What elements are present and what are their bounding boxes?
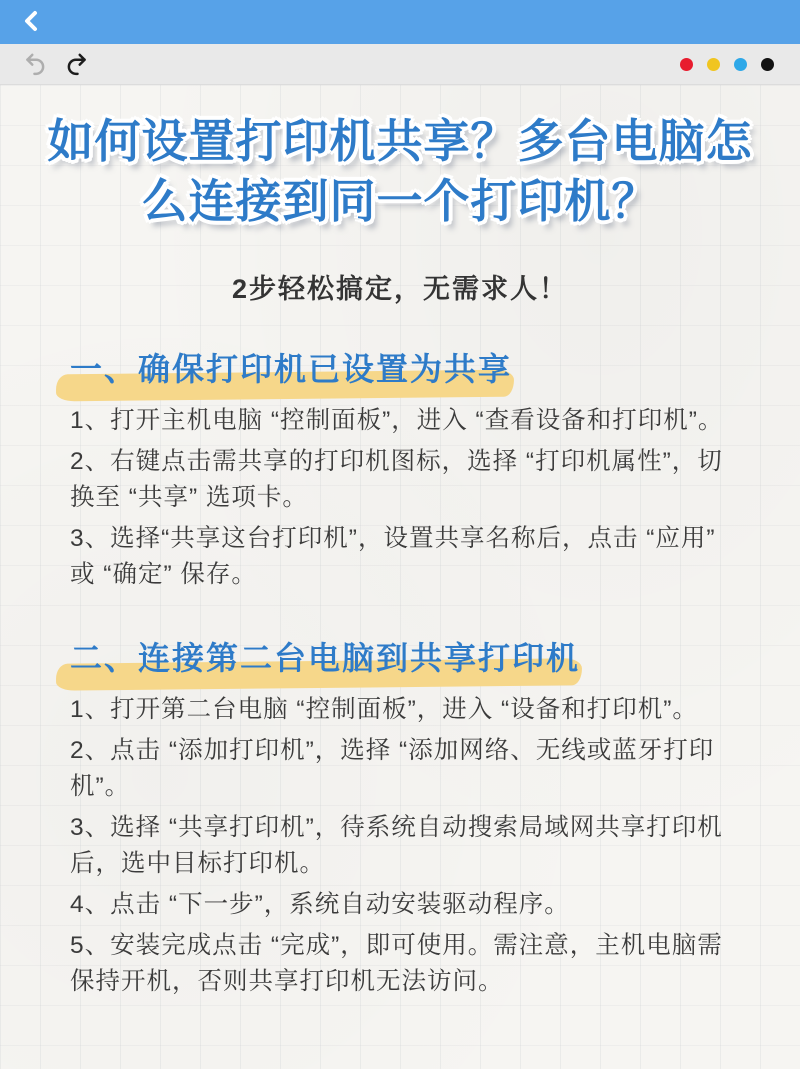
title-line-2: 么连接到同一个打印机？ — [141, 175, 659, 227]
step-item: 2、右键点击需共享的打印机图标，选择 “打印机属性”，切换至 “共享” 选项卡。 — [70, 448, 723, 511]
step-item: 3、选择 “共享打印机”，待系统自动搜索局域网共享打印机后，选中目标打印机。 — [70, 814, 723, 877]
color-dot-group — [680, 58, 774, 71]
section-2 — [70, 637, 730, 1000]
back-button[interactable] — [14, 4, 50, 40]
page-title — [36, 111, 764, 231]
undo-button[interactable] — [18, 47, 52, 81]
section-2-heading — [70, 637, 580, 679]
section-1 — [70, 348, 730, 593]
section-2-steps — [70, 692, 730, 1000]
color-dot-red[interactable] — [680, 58, 693, 71]
subtitle: 2步轻松搞定，无需求人！ — [231, 274, 568, 304]
step-item: 3、选择“共享这台打印机”，设置共享名称后，点击 “应用” 或 “确定” 保存。 — [70, 525, 716, 588]
redo-button[interactable] — [60, 47, 94, 81]
undo-icon — [22, 50, 48, 79]
step-item: 5、安装完成点击 “完成”，即可使用。需注意，主机电脑需保持开机，否则共享打印机无法访问。 — [70, 932, 723, 995]
step-item: 1、打开第二台电脑 “控制面板”，进入 “设备和打印机”。 — [70, 696, 698, 723]
section-2-heading-text: 二、连接第二台电脑到共享打印机 — [70, 640, 581, 676]
step-item: 2、点击 “添加打印机”，选择 “添加网络、无线或蓝牙打印机”。 — [70, 737, 715, 800]
step-item: 4、点击 “下一步”，系统自动安装驱动程序。 — [70, 891, 570, 918]
color-dot-yellow[interactable] — [707, 58, 720, 71]
chevron-left-icon — [20, 9, 44, 36]
title-line-1: 如何设置打印机共享？多台电脑怎 — [47, 115, 753, 167]
app-bar — [0, 0, 800, 44]
section-1-heading-text: 一、确保打印机已设置为共享 — [70, 351, 513, 387]
color-dot-blue[interactable] — [734, 58, 747, 71]
toolbar — [0, 44, 800, 85]
step-item: 1、打开主机电脑 “控制面板”，进入 “查看设备和打印机”。 — [70, 407, 724, 434]
section-1-heading — [70, 348, 512, 390]
content-area — [0, 85, 800, 1069]
color-dot-black[interactable] — [761, 58, 774, 71]
redo-icon — [64, 50, 90, 79]
section-1-steps — [70, 403, 730, 593]
